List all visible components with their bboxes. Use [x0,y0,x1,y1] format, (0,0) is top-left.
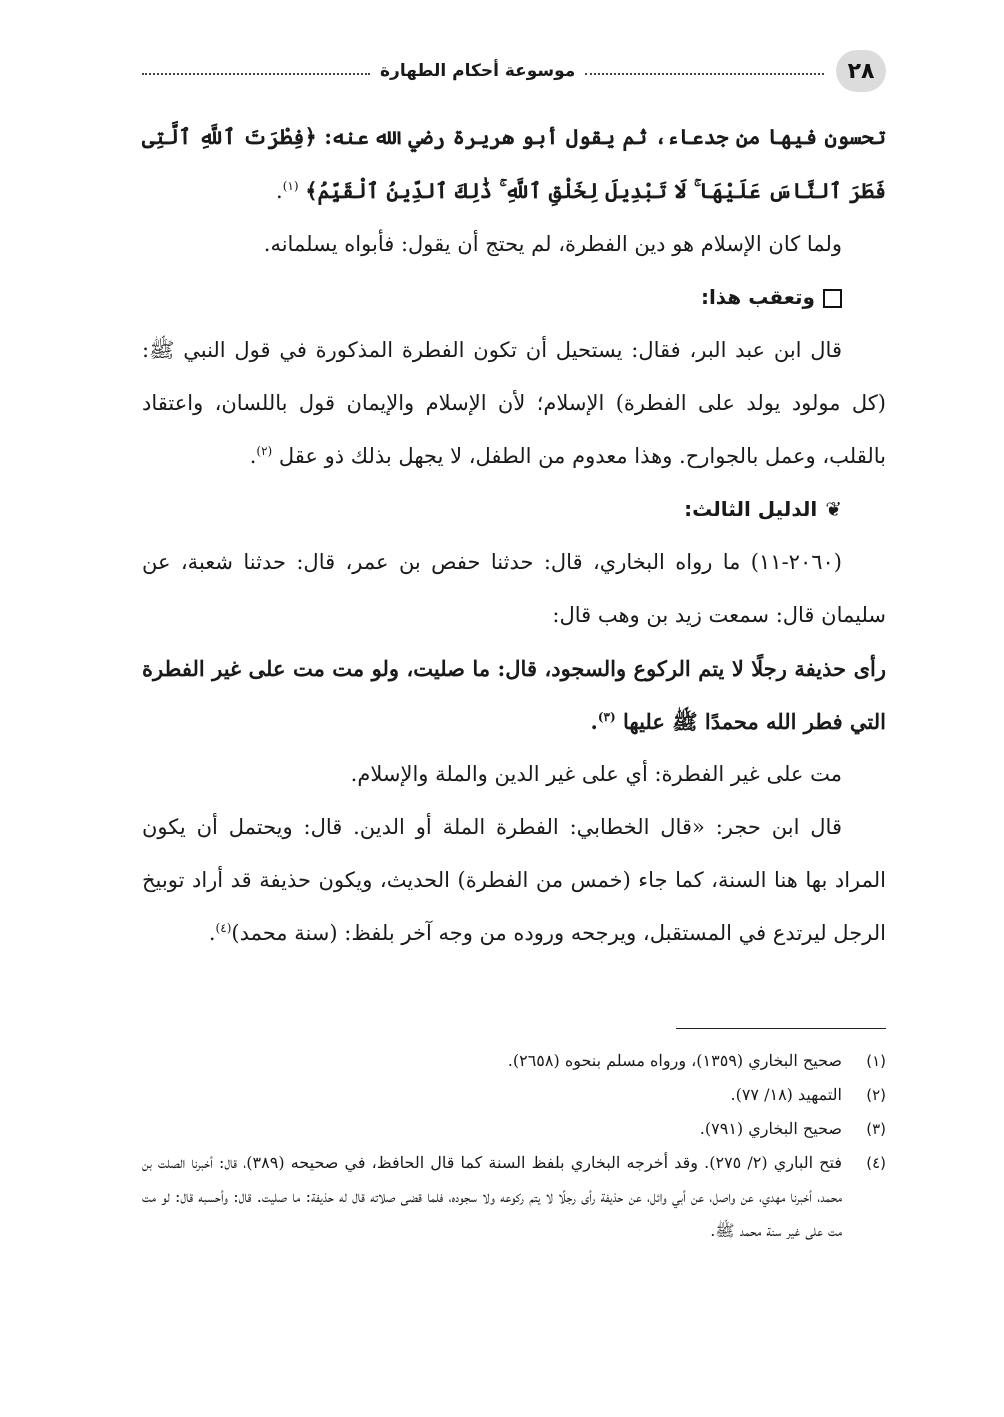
paragraph-5: رأى حذيفة رجلًا لا يتم الركوع والسجود، قال: ما صليت، ولو مت مت على غير الفطرة التي فطر الله محمدًا ﷺ عليها $^{(٣)}$. [142,656,886,734]
paragraph-3-text: قال ابن عبد البر، فقال: يستحيل أن تكون الفطرة المذكورة في قول النبي ﷺ: (كل مولود يولد على الفطرة) الإسلام؛ لأن الإسلام والإيمان قول باللسان، واعتقاد بالقلب، وعمل بالجوارح. وهذا معدوم من الطفل، لا يجهل بذلك ذو عقل [142,338,886,468]
footnote-number: (١) [866,1052,886,1070]
footnotes [142,1044,886,1248]
footnote-separator [676,1028,886,1029]
heading-third-evidence-text: الدليل الثالث: [684,497,818,521]
footnote-item [142,1078,886,1112]
footnote-text: التمهيد (١٨/ ٧٧). [730,1085,842,1104]
paragraph-1-text: تحسون فيها من جدعاء، ثم يقول أبو هريرة رضي الله عنه: ﴿فِطْرَتَ ٱللَّهِ ٱلَّتِى فَطَرَ ٱلنَّاسَ عَلَيْهَا ۚ لَا تَبْدِيلَ لِخَلْقِ ٱللَّهِ ۚ ذَٰلِكَ ٱلدِّينُ ٱلْقَيِّمُ﴾ [142,124,886,203]
paragraph-2: ولما كان الإسلام هو دين الفطرة، لم يحتج أن يقول: فأبواه يسلمانه. [263,232,842,256]
header-dotted-leader-right [585,73,824,75]
book-title: موسوعة أحكام الطهارة [380,61,576,81]
paragraph-7-text: قال ابن حجر: «قال الخطابي: الفطرة الملة أو الدين. قال: ويحتمل أن يكون المراد بها هنا السنة، كما جاء (خمس من الفطرة) الحديث، ويكون حذيفة قد أراد توبيخ الرجل ليرتدع في المستقبل، ويرجحه وروده من وجه آخر بلفظ: (سنة محمد) [142,815,886,945]
footnote-item [142,1146,886,1248]
main-text [142,110,886,960]
footnote-text: فتح الباري (٢/ ٢٧٥). وقد أخرجه البخاري بلفظ السنة كما قال الحافظ، في صحيحه (٣٨٩)، قال: أخبرنا الصلت بن محمد، أخبرنا مهدي، عن واصل، عن أبي وائل، عن حذيفة رأى رجلًا لا يتم ركوعه ولا سجوده، فلما قضى صلاته قال له حذيفة: ما صليت. قال: وأحسبه قال: لو مت مت على غير سنة محمد ﷺ. [142,1153,842,1240]
leaf-bullet-icon: ❦ [825,497,842,521]
footnote-item [142,1112,886,1146]
paragraph-7: قال ابن حجر: «قال الخطابي: الفطرة الملة أو الدين. قال: ويحتمل أن يكون المراد بها هنا السنة، كما جاء (خمس من الفطرة) الحديث، ويكون حذيفة قد أراد توبيخ الرجل ليرتدع في المستقبل، ويرجحه وروده من وجه آخر بلفظ: (سنة محمد)$^{(٤)}$. [142,815,886,945]
section-heading-rebuttal [142,271,886,324]
page-number: ٢٨ [836,50,886,92]
header-dotted-leader-left [142,73,370,75]
footnote-text: صحيح البخاري (٧٩١). [699,1119,842,1138]
heading-rebuttal-text: وتعقب هذا: [700,285,815,309]
paragraph-5-text: رأى حذيفة رجلًا لا يتم الركوع والسجود، قال: ما صليت، ولو مت مت على غير الفطرة التي فطر الله محمدًا ﷺ عليها [142,656,886,734]
paragraph-6: مت على غير الفطرة: أي على غير الدين والملة والإسلام. [350,762,842,786]
running-header [142,48,886,94]
footnote-item [142,1044,886,1078]
footnote-ref-1[interactable]: (١) [282,179,299,193]
paragraph-1: تحسون فيها من جدعاء، ثم يقول أبو هريرة رضي الله عنه: ﴿فِطْرَتَ ٱللَّهِ ٱلَّتِى فَطَرَ ٱلنَّاسَ عَلَيْهَا ۚ لَا تَبْدِيلَ لِخَلْقِ ٱللَّهِ ۚ ذَٰلِكَ ٱلدِّينُ ٱلْقَيِّمُ﴾ $^{(١)}$. [142,124,886,203]
footnote-text: صحيح البخاري (١٣٥٩)، ورواه مسلم بنحوه (٢٦٥٨). [507,1051,842,1070]
paragraph-3: قال ابن عبد البر، فقال: يستحيل أن تكون الفطرة المذكورة في قول النبي ﷺ: (كل مولود يولد على الفطرة) الإسلام؛ لأن الإسلام والإيمان قول باللسان، واعتقاد بالقلب، وعمل بالجوارح. وهذا معدوم من الطفل، لا يجهل بذلك ذو عقل $^{(٢)}$. [142,338,886,468]
footnote-ref-4[interactable]: (٤) [215,921,232,935]
checkbox-square-icon [823,289,842,308]
footnote-number: (٤) [866,1154,886,1172]
section-heading-third-evidence [142,483,886,536]
footnote-ref-2[interactable]: (٢) [256,444,273,458]
footnote-number: (٢) [866,1086,886,1104]
paragraph-4: (٢٠٦٠-١١) ما رواه البخاري، قال: حدثنا حفص بن عمر، قال: حدثنا شعبة، عن سليمان قال: سمعت زيد بن وهب قال: [142,550,886,627]
footnote-number: (٣) [866,1120,886,1138]
footnote-ref-3[interactable]: (٣) [597,710,616,724]
